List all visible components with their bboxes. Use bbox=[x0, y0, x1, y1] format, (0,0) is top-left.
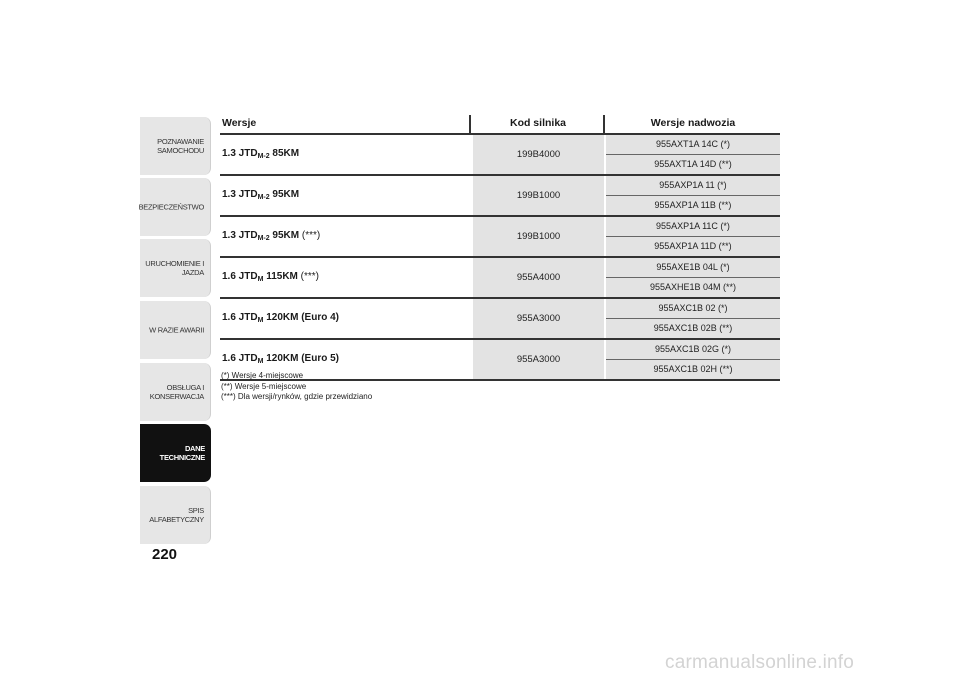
body-versions-cell bbox=[606, 135, 780, 174]
body-versions-cell bbox=[606, 340, 780, 379]
version-power: 85KM bbox=[269, 148, 300, 159]
body-version: 955AXC1B 02B (**) bbox=[653, 323, 733, 333]
engine-code-cell: 955A4000 bbox=[473, 258, 604, 297]
body-version: 955AXC1B 02 (*) bbox=[606, 299, 780, 319]
body-version: 955AXHE1B 04M (**) bbox=[649, 282, 737, 292]
tab-spis-alfabetyczny[interactable] bbox=[140, 486, 211, 544]
tab-label: BEZPIECZEŃSTWO bbox=[138, 202, 204, 212]
table-row bbox=[220, 135, 780, 176]
version-power: 120KM (Euro 4) bbox=[263, 312, 339, 323]
footnotes bbox=[221, 371, 372, 403]
tab-label: DANE TECHNICZNE bbox=[159, 444, 205, 462]
page-number: 220 bbox=[152, 546, 178, 563]
tab-label: URUCHOMIENIE I JAZDA bbox=[145, 259, 204, 277]
version-cell bbox=[222, 353, 339, 365]
version-cell bbox=[222, 312, 339, 324]
tab-uruchomienie-i-jazda[interactable] bbox=[140, 239, 211, 297]
column-divider bbox=[469, 115, 471, 135]
version-subscript: M bbox=[257, 358, 264, 365]
header-version: Wersje bbox=[222, 117, 257, 129]
version-subscript: M bbox=[257, 317, 264, 324]
table-body bbox=[220, 135, 780, 381]
engine-code-cell: 199B4000 bbox=[473, 135, 604, 174]
version-subscript: M-2 bbox=[257, 153, 270, 160]
version-name: 1.3 JTD bbox=[222, 189, 258, 200]
version-name: 1.6 JTD bbox=[222, 353, 258, 364]
tab-label: SPIS ALFABETYCZNY bbox=[149, 506, 204, 524]
table-row bbox=[220, 258, 780, 299]
version-name: 1.6 JTD bbox=[222, 271, 258, 282]
body-version: 955AXP1A 11D (**) bbox=[654, 241, 732, 251]
engine-code-cell: 955A3000 bbox=[473, 340, 604, 379]
version-subscript: M bbox=[257, 276, 264, 283]
body-versions-cell bbox=[606, 299, 780, 338]
body-version: 955AXC1B 02H (**) bbox=[653, 364, 733, 374]
header-body-versions: Wersje nadwozia bbox=[650, 117, 736, 129]
body-versions-cell bbox=[606, 258, 780, 297]
version-subscript: M-2 bbox=[257, 194, 270, 201]
tab-poznawanie-samochodu[interactable] bbox=[140, 117, 211, 175]
tab-label: POZNAWANIE SAMOCHODU bbox=[157, 137, 204, 155]
body-version: 955AXT1A 14C (*) bbox=[606, 135, 780, 155]
version-name: 1.3 JTD bbox=[222, 148, 258, 159]
version-cell bbox=[222, 148, 299, 160]
header-engine-code: Kod silnika bbox=[509, 117, 566, 129]
body-versions-cell bbox=[606, 217, 780, 256]
body-versions-cell bbox=[606, 176, 780, 215]
tab-dane-techniczne[interactable] bbox=[140, 424, 211, 482]
footnote: (***) Dla wersji/rynków, gdzie przewidziano bbox=[221, 392, 373, 401]
version-name: 1.3 JTD bbox=[222, 230, 258, 241]
version-cell bbox=[222, 189, 299, 201]
version-power: 95KM bbox=[269, 230, 300, 241]
version-cell bbox=[222, 271, 319, 283]
version-note: (***) bbox=[297, 271, 320, 282]
body-version: 955AXT1A 14D (**) bbox=[654, 159, 732, 169]
version-subscript: M-2 bbox=[257, 235, 270, 242]
body-version: 955AXE1B 04L (*) bbox=[606, 258, 780, 278]
body-version: 955AXP1A 11 (*) bbox=[606, 176, 780, 196]
tab-obsluga-i-konserwacja[interactable] bbox=[140, 363, 211, 421]
version-name: 1.6 JTD bbox=[222, 312, 258, 323]
column-divider bbox=[603, 115, 605, 135]
body-version: 955AXC1B 02G (*) bbox=[606, 340, 780, 360]
watermark: carmanualsonline.info bbox=[665, 652, 855, 673]
tab-label: W RAZIE AWARII bbox=[149, 325, 204, 335]
body-version: 955AXP1A 11B (**) bbox=[654, 200, 732, 210]
version-power: 115KM bbox=[263, 271, 298, 282]
body-version: 955AXP1A 11C (*) bbox=[606, 217, 780, 237]
engine-code-cell: 199B1000 bbox=[473, 217, 604, 256]
engine-code-table bbox=[220, 115, 780, 381]
version-cell bbox=[222, 230, 320, 242]
engine-code-cell: 199B1000 bbox=[473, 176, 604, 215]
tab-label: OBSŁUGA I KONSERWACJA bbox=[149, 383, 204, 401]
table-row bbox=[220, 217, 780, 258]
tab-bezpieczenstwo[interactable] bbox=[140, 178, 211, 236]
version-power: 95KM bbox=[269, 189, 300, 200]
table-header bbox=[220, 115, 780, 135]
version-note: (***) bbox=[299, 230, 321, 241]
version-power: 120KM (Euro 5) bbox=[263, 353, 339, 364]
table-row bbox=[220, 299, 780, 340]
footnote: (**) Wersje 5-miejscowe bbox=[221, 381, 307, 391]
table-row bbox=[220, 176, 780, 217]
tab-w-razie-awarii[interactable] bbox=[140, 301, 211, 359]
footnote: (*) Wersje 4-miejscowe bbox=[221, 371, 304, 380]
engine-code-cell: 955A3000 bbox=[473, 299, 604, 338]
